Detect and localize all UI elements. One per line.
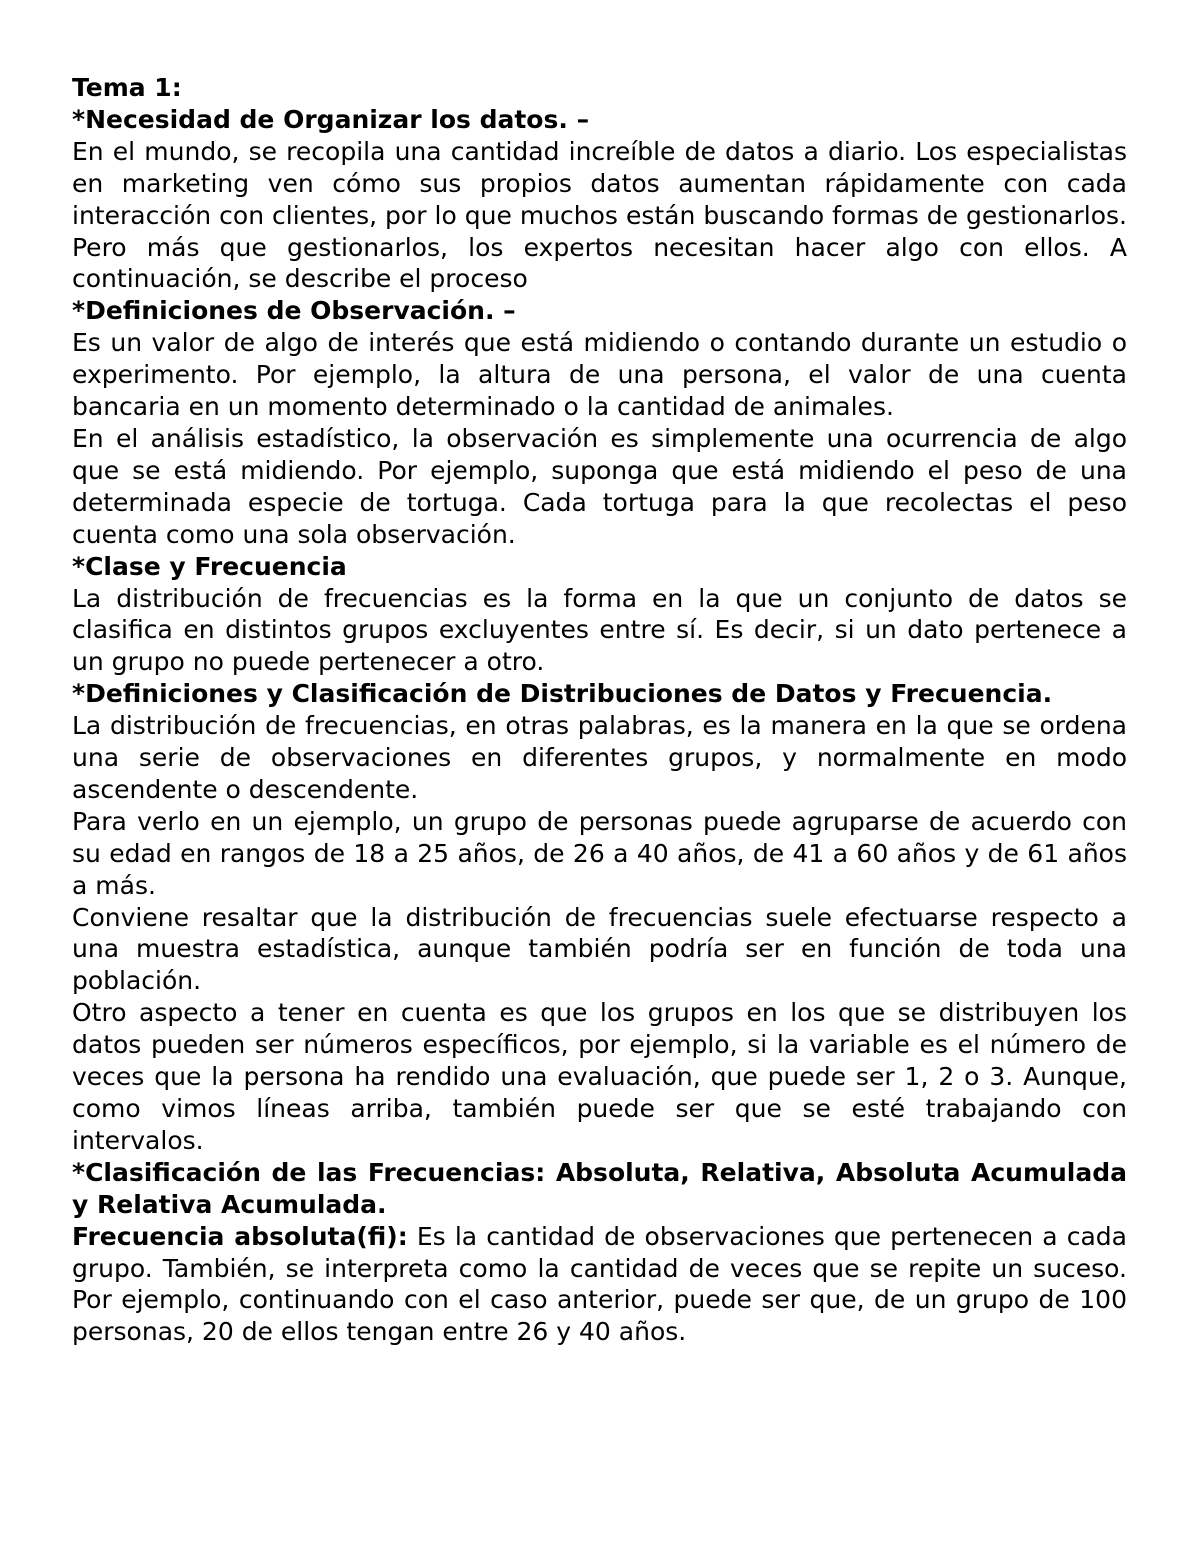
section-heading-clase-frecuencia: *Clase y Frecuencia	[72, 551, 347, 581]
paragraph-distribuciones-definicion: La distribución de frecuencias, en otras palabras, es la manera en la que se ordena una serie de observaciones en diferentes grupos, y normalmente en modo ascendente o descendente.	[72, 711, 1127, 804]
paragraph-distribuciones-ejemplo: Para verlo en un ejemplo, un grupo de personas puede agruparse de acuerdo con su edad en rangos de 18 a 25 años, de 26 a 40 años, de 41 a 60 años y de 61 años a más.	[72, 806, 1127, 900]
section-heading-clasificacion-frecuencias: *Clasificación de las Frecuencias: Absoluta, Relativa, Absoluta Acumulada y Relativa Acumulada.	[72, 1157, 1127, 1219]
paragraph-observacion-definicion: Es un valor de algo de interés que está midiendo o contando durante un estudio o experimento. Por ejemplo, la altura de una persona, el valor de una cuenta bancaria en un momento determinado o la cantidad de animales.	[72, 328, 1127, 422]
term-frecuencia-absoluta: Frecuencia absoluta(fi):	[72, 1221, 408, 1251]
section-heading-distribuciones: *Definiciones y Clasificación de Distribuciones de Datos y Frecuencia.	[72, 679, 1053, 709]
paragraph-distribuciones-muestra: Conviene resaltar que la distribución de frecuencias suele efectuarse respecto a una muestra estadística, aunque también podría ser en función de toda una población.	[72, 902, 1127, 996]
section-heading-organizar-datos: *Necesidad de Organizar los datos. –	[72, 104, 590, 134]
paragraph-frecuencia-absoluta	[72, 1221, 1127, 1349]
section-heading-observacion: *Definiciones de Observación. –	[72, 296, 516, 326]
document-page	[72, 72, 1127, 1348]
paragraph-observacion-analisis: En el análisis estadístico, la observación es simplemente una ocurrencia de algo que se está midiendo. Por ejemplo, suponga que está midiendo el peso de una determinada especie de tortuga. Cada tortuga para la que recolectas el peso cuenta como una sola observación.	[72, 423, 1127, 549]
paragraph-distribuciones-intervalos: Otro aspecto a tener en cuenta es que los grupos en los que se distribuyen los datos pueden ser números específicos, por ejemplo, si la variable es el número de veces que la persona ha rendido una evaluación, que puede ser 1, 2 o 3. Aunque, como vimos líneas arriba, también puede ser que se esté trabajando con intervalos.	[72, 998, 1127, 1155]
paragraph-clase-frecuencia: La distribución de frecuencias es la forma en la que un conjunto de datos se clasifica en distintos grupos excluyentes entre sí. Es decir, si un dato pertenece a un grupo no puede pertenecer a otro.	[72, 583, 1127, 677]
document-title: Tema 1:	[72, 73, 182, 102]
paragraph-organizar-datos: En el mundo, se recopila una cantidad increíble de datos a diario. Los especialistas en marketing ven cómo sus propios datos aumentan rápidamente con cada interacción con clientes, por lo que muchos están buscando formas de gestionarlos. Pero más que gestionarlos, los expertos necesitan hacer algo con ellos. A continuación, se describe el proceso	[72, 136, 1127, 294]
definition-frecuencia-absoluta: Es la cantidad de observaciones que pertenecen a cada grupo. También, se interpreta como la cantidad de veces que se repite un suceso. Por ejemplo, continuando con el caso anterior, puede ser que, de un grupo de 100 personas, 20 de ellos tengan entre 26 y 40 años.	[72, 1221, 1127, 1347]
